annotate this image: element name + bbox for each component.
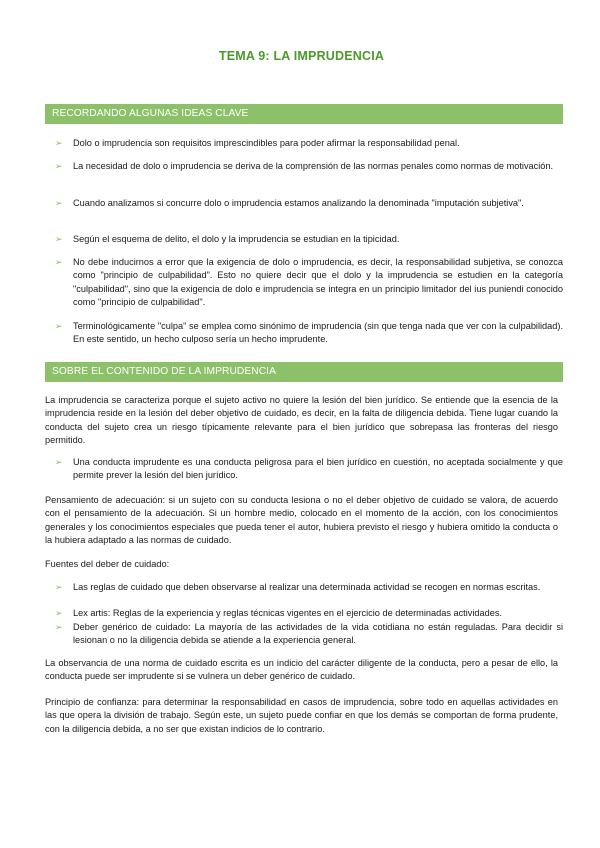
list-item: ➢ Terminológicamente "culpa" se emplea como sinónimo de imprudencia (sin que tenga nada que ver con la culpabilidad). En este sentido, un hecho culposo sería un hecho imprudente. (55, 321, 563, 345)
bullet-arrow-icon: ➢ (55, 321, 63, 331)
document-title: TEMA 9: LA IMPRUDENCIA (218, 49, 385, 63)
list-item: ➢ Una conducta imprudente es una conducta peligrosa para el bien jurídico en cuestión, no aceptada socialmente y que permite prever la lesión del bien jurídico. (55, 457, 563, 481)
bullet-arrow-icon: ➢ (55, 457, 63, 467)
list-item: ➢ No debe inducirnos a error que la exigencia de dolo o imprudencia, es decir, la responsabilidad subjetiva, se conozca como "principio de culpabilidad". Esto no quiere decir que el dolo y la imprudencia se estudien en la categoría "culpabilidad", sino que la exigencia de dolo e imprudencia se integra en un principio limitador del ius puniendi conocido como "principio de culpabilidad". (55, 257, 563, 307)
bullet-arrow-icon: ➢ (55, 161, 63, 171)
list-item: ➢ Según el esquema de delito, el dolo y la imprudencia se estudian en la tipicidad. (55, 233, 563, 246)
list-item: ➢ Cuando analizamos si concurre dolo o imprudencia estamos analizando la denominada "imputación subjetiva". (55, 197, 563, 210)
bullet-arrow-icon: ➢ (55, 608, 63, 618)
paragraph-imprudencia: La imprudencia se caracteriza porque el sujeto activo no quiere la lesión del bien jurídico. Se entiende que la esencia de la imprudencia reside en la lesión del deber objetivo de cuidado, es decir, en la falta de diligencia debida. Tiene lugar cuando la conducta del sujeto crea un riesgo típicamente relevante para el bien jurídico que sobrepasa las fronteras del riesgo permitido. (45, 395, 558, 445)
bullet-arrow-icon: ➢ (55, 198, 63, 208)
bullet-arrow-icon: ➢ (55, 138, 63, 148)
paragraph-fuentes-heading: Fuentes del deber de cuidado: (45, 559, 170, 569)
section-header-ideas-clave: RECORDANDO ALGUNAS IDEAS CLAVE (45, 104, 563, 124)
list-item: ➢ Las reglas de cuidado que deben observarse al realizar una determinada actividad se recogen en normas escritas. (55, 581, 563, 594)
paragraph-observancia: La observancia de una norma de cuidado escrita es un indicio del carácter diligente de la conducta, pero a pesar de ello, la conducta puede ser imprudente si se vulnera un deber genérico de cuidado. (45, 658, 558, 682)
bullet-arrow-icon: ➢ (55, 622, 63, 632)
bullet-arrow-icon: ➢ (55, 257, 63, 267)
list-item: ➢ Deber genérico de cuidado: La mayoría de las actividades de la vida cotidiana no están reguladas. Para decidir si lesionan o no la diligencia debida se atiende a la experiencia general. (55, 622, 563, 646)
section-header-contenido: SOBRE EL CONTENIDO DE LA IMPRUDENCIA (45, 362, 563, 382)
list-item: ➢ La necesidad de dolo o imprudencia se deriva de la comprensión de las normas penales como normas de motivación. (55, 160, 563, 173)
list-item: ➢ Lex artis: Reglas de la experiencia y reglas técnicas vigentes en el ejercicio de determinadas actividades. (55, 607, 563, 620)
bullet-arrow-icon: ➢ (55, 234, 63, 244)
paragraph-confianza: Principio de confianza: para determinar la responsabilidad en casos de imprudencia, sobre todo en aquellas actividades en las que opera la división de trabajo. Según este, un sujeto puede confiar en que los demás se comportan de forma prudente, con la diligencia debida, a no ser que existan indicios de lo contrario. (45, 697, 558, 734)
list-item: ➢ Dolo o imprudencia son requisitos imprescindibles para poder afirmar la responsabilidad penal. (55, 137, 563, 150)
paragraph-adecuacion: Pensamiento de adecuación: si un sujeto con su conducta lesiona o no el deber objetivo de cuidado se valora, de acuerdo con el pensamiento de la adecuación. Si un hombre medio, colocado en el momento de la acción, con los conocimientos generales y los conocimientos especiales que pueda tener el autor, hubiera previsto el riesgo y hubiera omitido la conducta o la hubiera adaptado a las normas de cuidado. (45, 495, 558, 545)
bullet-arrow-icon: ➢ (55, 582, 63, 592)
